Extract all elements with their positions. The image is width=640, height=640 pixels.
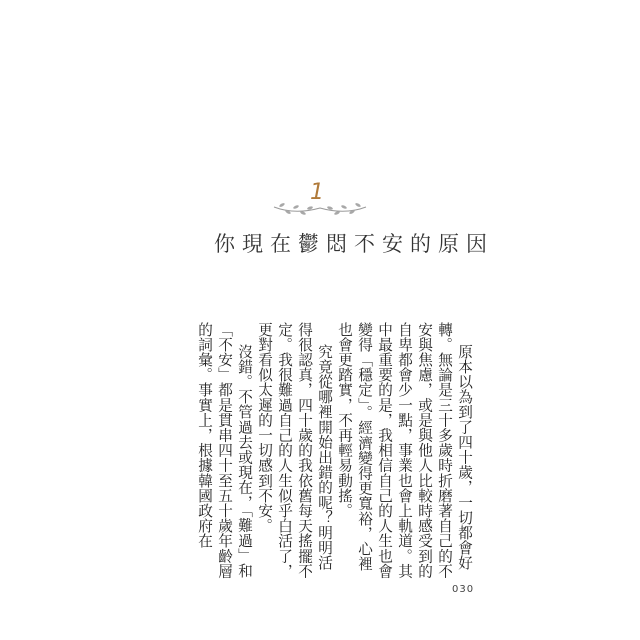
body-text bbox=[194, 322, 474, 582]
chapter-title: 你現在鬱悶不安的原因 bbox=[214, 232, 494, 256]
paragraph: 原本以為到了四十歲，一切都會好轉。無論是三十多歲時折磨著自己的不安與焦慮，或是與他人比較時感受到的自卑都會少一點，事業也會上軌道。其中最重要的是，我相信自己的人生也會變得「穩定」。經濟變得更寬裕，心裡也會更踏實，不再輕易動搖。 bbox=[336, 322, 473, 579]
paragraph: 沒錯。不管過去或現在，「難過」和「不安」都是貫串四十至五十歲年齡層的詞彙。事實上，根據韓國政府在 bbox=[196, 322, 253, 579]
vine-ornament-icon bbox=[270, 195, 370, 217]
chapter-number: 1 bbox=[310, 180, 324, 205]
paragraph: 究竟從哪裡開始出錯的呢？明明活得很認真，四十歲的我依舊每天搖擺不定。我很難過自己的人生似乎白活了，更對看似太遲的一切感到不安。 bbox=[256, 322, 333, 579]
page-number: 030 bbox=[452, 584, 475, 595]
